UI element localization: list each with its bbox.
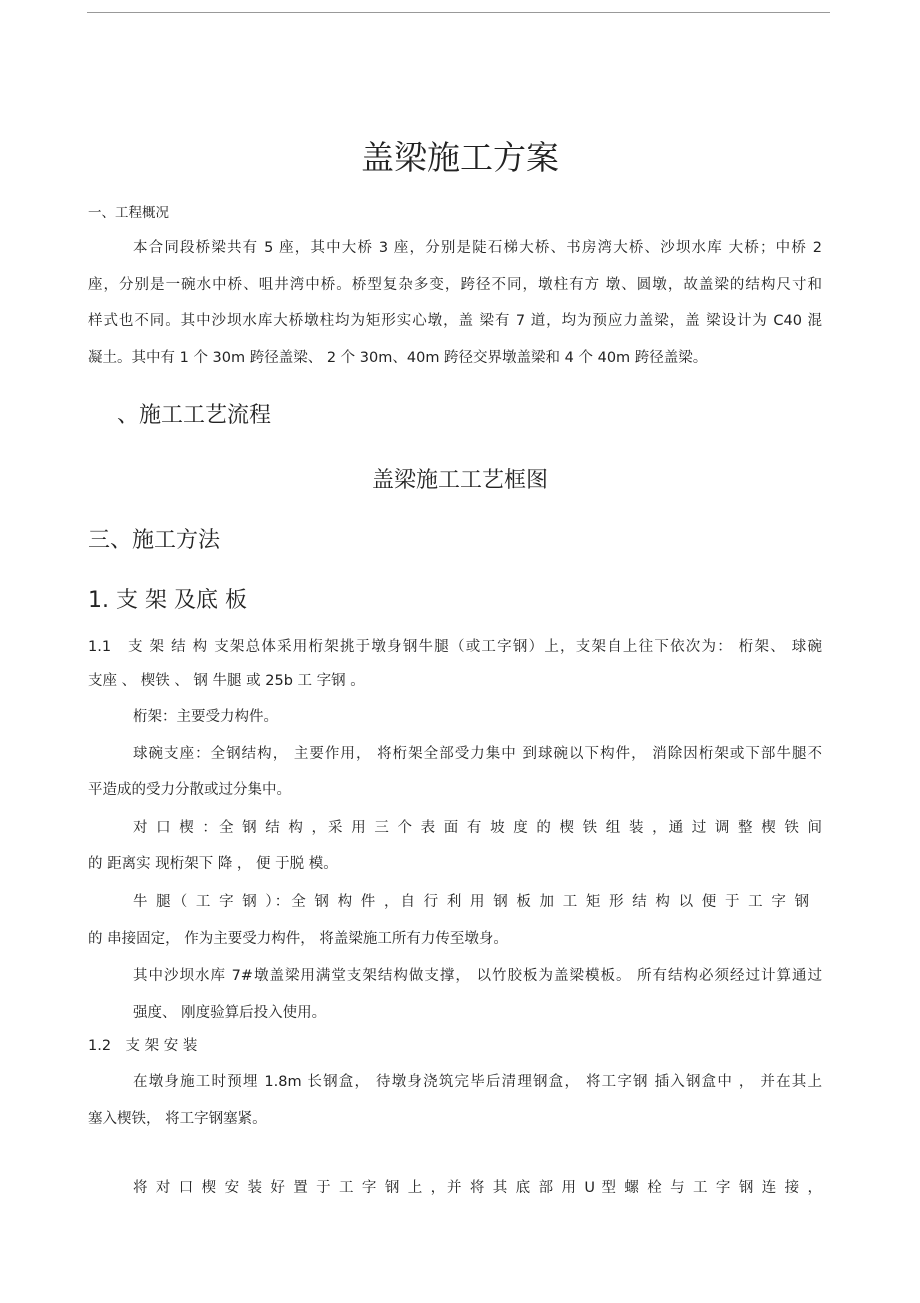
- subsection-heading-install: 1.2 支 架 安 装: [88, 1038, 198, 1054]
- paragraph-line: 塞入楔铁， 将工字钢塞紧。: [88, 1111, 267, 1127]
- header-rule: [87, 12, 830, 13]
- paragraph-line: 强度、 刚度验算后投入使用。: [133, 1005, 327, 1021]
- subsection-heading-support: 1. 支 架 及底 板: [88, 588, 247, 613]
- section-heading-method: 三、施工方法: [88, 528, 221, 553]
- paragraph-line: 样式也不同。其中沙坝水库大桥墩柱均为矩形实心墩，盖 梁有 7 道，均为预应力盖梁，盖 梁设计为 C40 混: [88, 313, 822, 329]
- figure-caption: 盖梁施工工艺框图: [371, 468, 548, 493]
- paragraph-line: 平造成的受力分散或过分集中。: [88, 782, 291, 798]
- section-heading-process: 、施工工艺流程: [117, 403, 272, 428]
- paragraph-line: 将 对 口 楔 安 装 好 置 于 工 字 钢 上 ，并 将 其 底 部 用 U 型 螺 栓 与 工 字 钢 连 接 ，: [133, 1180, 822, 1196]
- paragraph-line: 1.1 支 架 结 构 支架总体采用桁架挑于墩身钢牛腿（或工字钢）上，支架自上往下依次为： 桁架、 球碗: [88, 639, 822, 655]
- paragraph-line: 凝土。其中有 1 个 30m 跨径盖梁、 2 个 30m、40m 跨径交界墩盖梁和 4 个 40m 跨径盖梁。: [88, 350, 708, 366]
- section-heading-overview: 一、工程概况: [88, 205, 169, 221]
- paragraph-line: 在墩身施工时预埋 1.8m 长钢盒， 待墩身浇筑完毕后清理钢盒， 将工字钢 插入钢盒中 ， 并在其上: [133, 1074, 822, 1090]
- document-title: 盖梁施工方案: [361, 138, 559, 177]
- paragraph-line: 支座 、 楔铁 、 钢 牛腿 或 25b 工 字钢 。: [88, 673, 365, 689]
- paragraph-line: 本合同段桥梁共有 5 座，其中大桥 3 座，分别是陡石梯大桥、书房湾大桥、沙坝水库 大桥；中桥 2: [133, 240, 822, 256]
- paragraph-line: 牛 腿（ 工 字 钢 ）：全 钢 构 件 ，自 行 利 用 钢 板 加 工 矩 形 结 构 以 便 于 工 字 钢: [133, 894, 809, 910]
- paragraph-line: 球碗支座：全钢结构， 主要作用， 将桁架全部受力集中 到球碗以下构件， 消除因桁架或下部牛腿不: [133, 746, 822, 762]
- paragraph-line: 的 距离实 现桁架下 降 ， 便 于脱 模。: [88, 856, 338, 872]
- paragraph-line: 对 口 楔 ：全 钢 结 构 ，采 用 三 个 表 面 有 坡 度 的 楔 铁 组 装 ，通 过 调 整 楔 铁 间: [133, 820, 822, 836]
- paragraph-line: 座，分别是一碗水中桥、咀井湾中桥。桥型复杂多变，跨径不同，墩柱有方 墩、圆墩，故盖梁的结构尺寸和: [88, 277, 822, 293]
- paragraph-line: 的 串接固定， 作为主要受力构件， 将盖梁施工所有力传至墩身。: [88, 931, 508, 947]
- paragraph-line: 其中沙坝水库 7#墩盖梁用满堂支架结构做支撑， 以竹胶板为盖梁模板。 所有结构必须经过计算通过: [133, 968, 822, 984]
- paragraph-line: 桁架：主要受力构件。: [133, 709, 278, 725]
